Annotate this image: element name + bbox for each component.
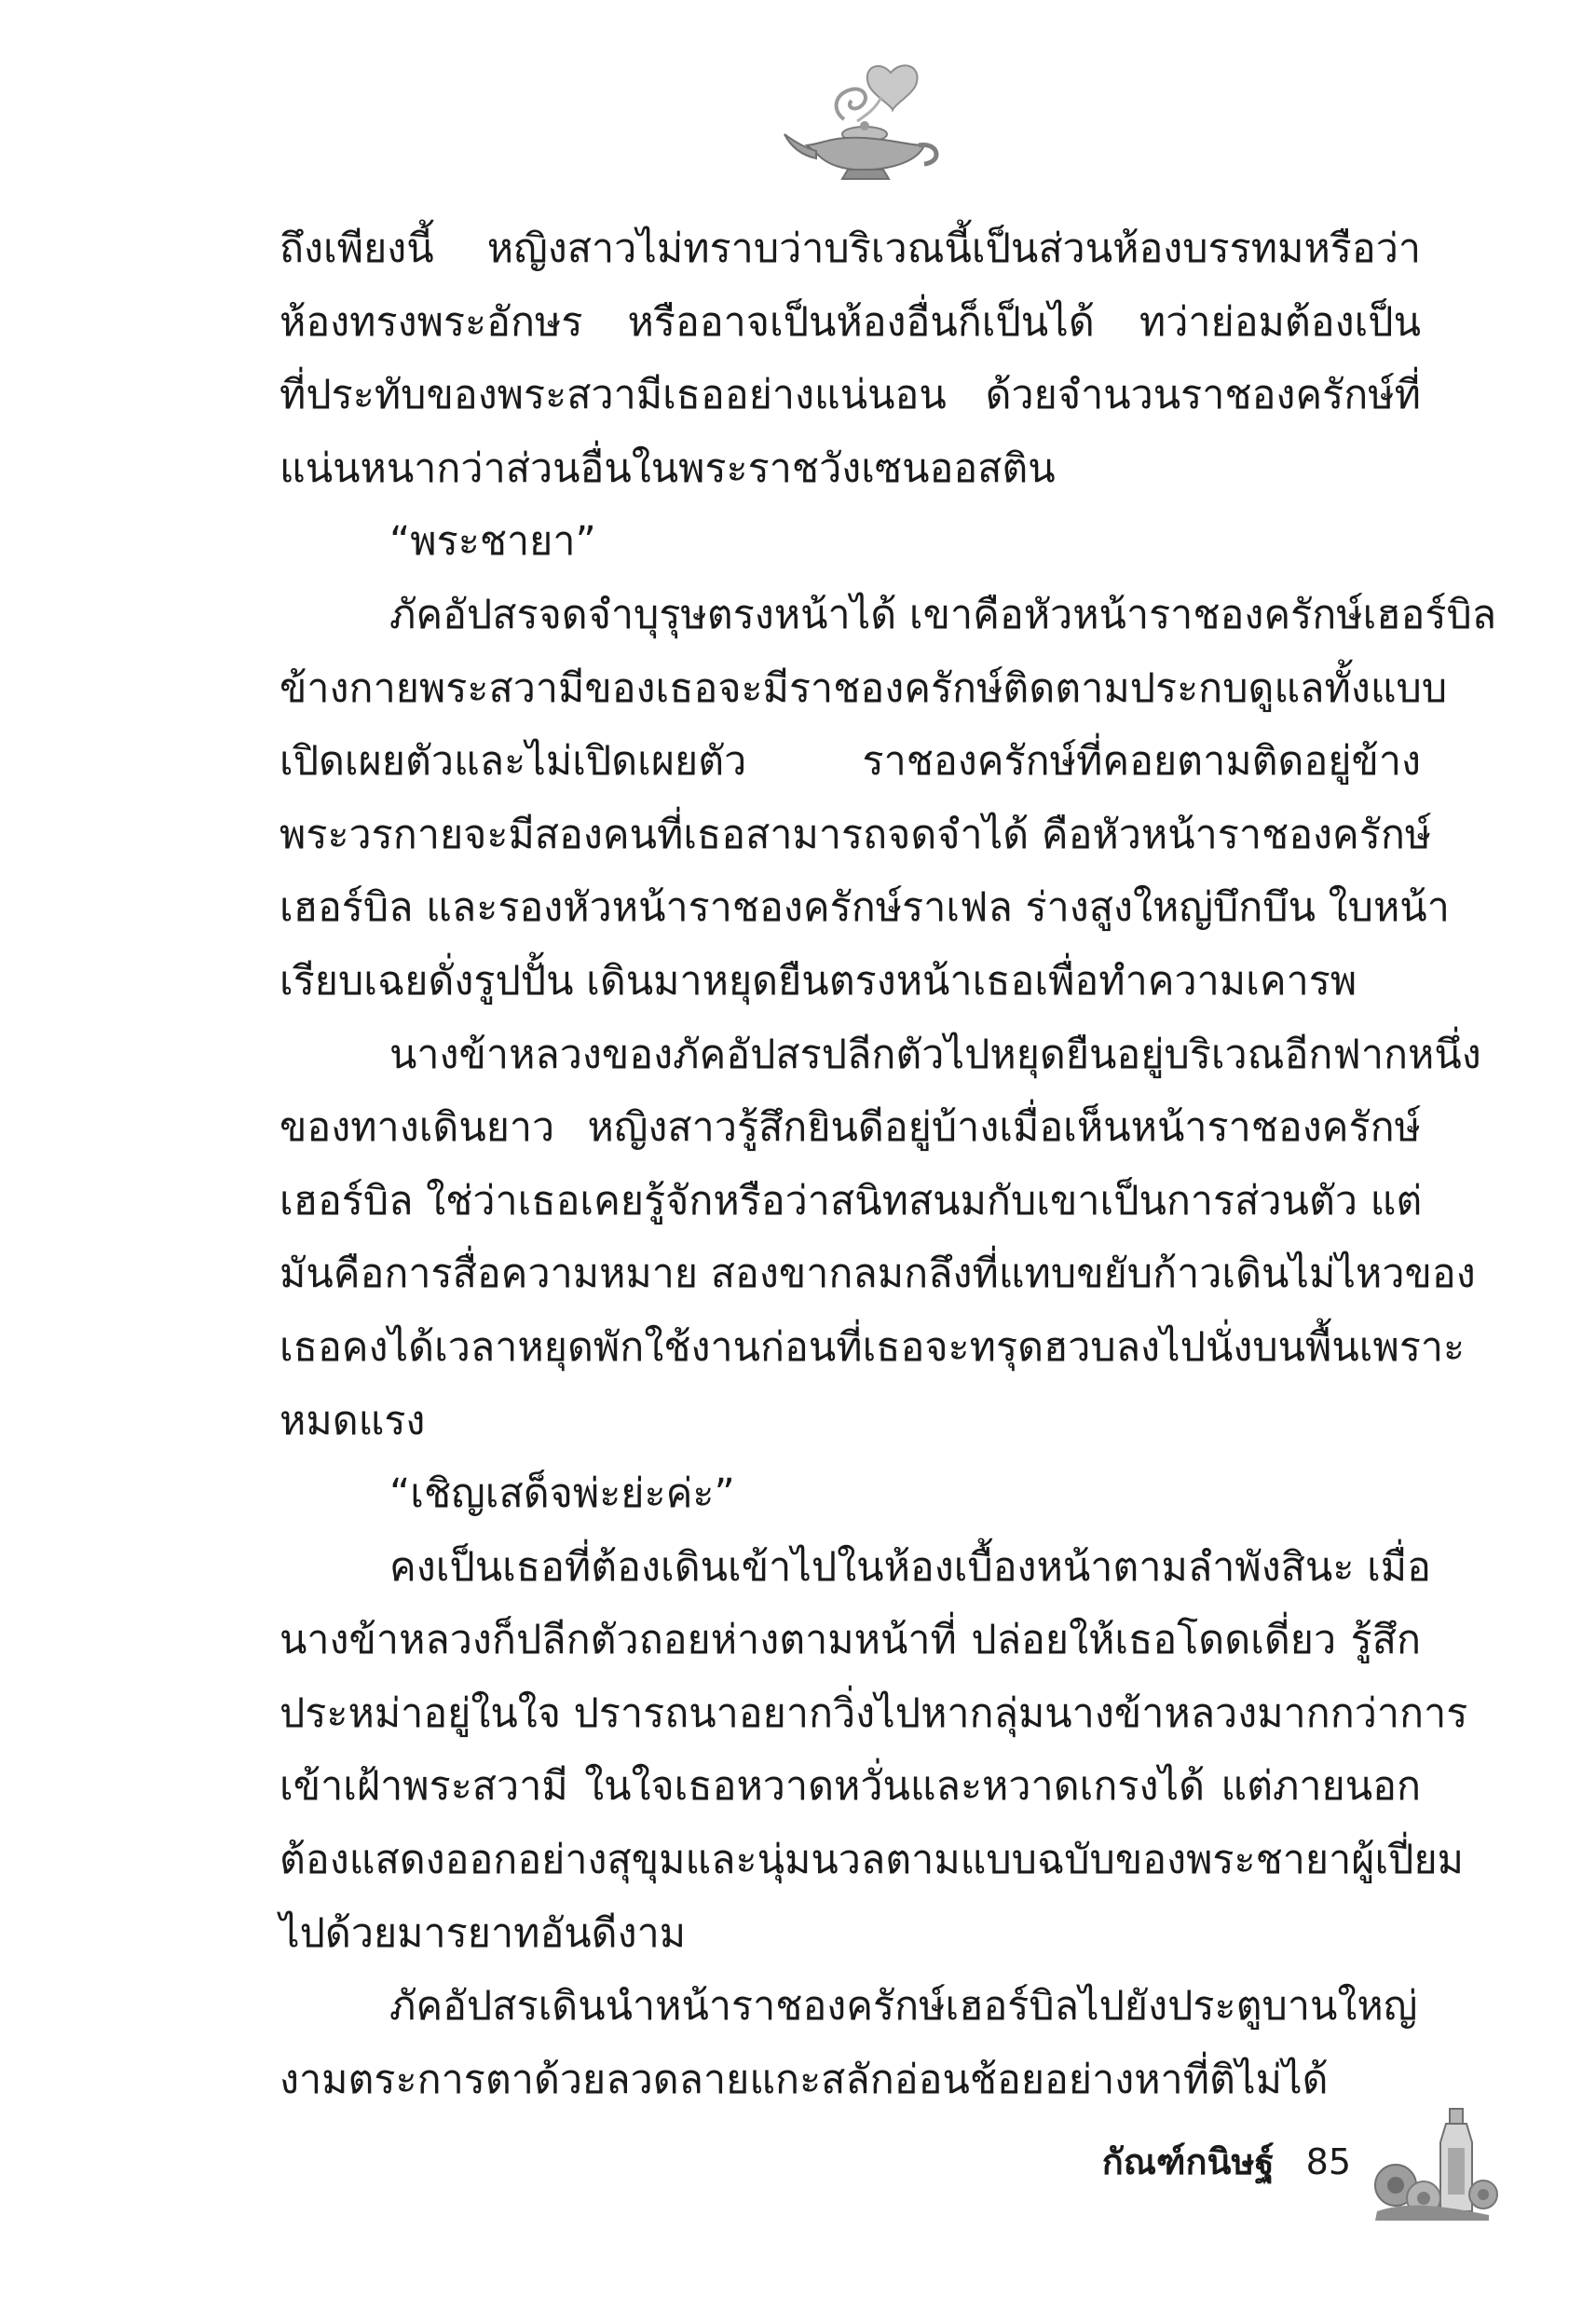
text-line: ห้องทรงพระอักษร หรืออาจเป็นห้องอื่นก็เป็นได้ ทว่าย่อมต้องเป็น xyxy=(280,298,1421,346)
text-line: หมดแรง xyxy=(280,1397,426,1444)
text-line: ภัคอัปสรเดินนำหน้าราชองครักษ์เฮอร์บิลไปยังประตูบานใหญ่ xyxy=(389,1983,1418,2031)
text-line: ของทางเดินยาว หญิงสาวรู้สึกยินดีอยู่บ้างเมื่อเห็นหน้าราชองครักษ์ xyxy=(280,1104,1421,1152)
dialogue-line: “เชิญเสด็จพ่ะย่ะค่ะ” xyxy=(389,1470,735,1518)
text-line: ถึงเพียงนี้ หญิงสาวไม่ทราบว่าบริเวณนี้เป็นส่วนห้องบรรทมหรือว่า xyxy=(280,226,1421,272)
page-number: 85 xyxy=(1305,2141,1351,2182)
text-line: ที่ประทับของพระสวามีเธออย่างแน่นอน ด้วยจำนวนราชองครักษ์ที่ xyxy=(280,372,1421,419)
genie-lamp-with-heart-icon xyxy=(779,54,947,194)
text-line: ภัคอัปสรจดจำบุรุษตรงหน้าได้ เขาคือหัวหน้าราชองครักษ์เฮอร์บิล xyxy=(389,591,1497,638)
text-line: เปิดเผยตัวและไม่เปิดเผยตัว ราชองครักษ์ที่คอยตามติดอยู่ข้าง xyxy=(280,738,1421,786)
text-line: นางข้าหลวงก็ปลีกตัวถอยห่างตามหน้าที่ ปล่อยให้เธอโดดเดี่ยว รู้สึก xyxy=(280,1617,1421,1664)
page-footer xyxy=(1071,2134,1351,2190)
body-text xyxy=(280,212,1497,2116)
text-line: เธอคงได้เวลาหยุดพักใช้งานก่อนที่เธอจะทรุดฮวบลงไปนั่งบนพื้นเพราะ xyxy=(280,1323,1466,1371)
text-line: เรียบเฉยดั่งรูปปั้น เดินมาหยุดยืนตรงหน้าเธอเพื่อทำความเคารพ xyxy=(280,957,1357,1005)
text-line: ต้องแสดงออกอย่างสุขุมและนุ่มนวลตามแบบฉบับของพระชายาผู้เปี่ยม xyxy=(280,1837,1464,1884)
text-line: นางข้าหลวงของภัคอัปสรปลีกตัวไปหยุดยืนอยู่บริเวณอีกฟากหนึ่ง xyxy=(389,1031,1481,1078)
text-line: แน่นหนากว่าส่วนอื่นในพระราชวังเซนออสติน xyxy=(280,444,1056,492)
text-line: งามตระการตาด้วยลวดลายแกะสลักอ่อนช้อยอย่างหาที่ติไม่ได้ xyxy=(280,2056,1329,2103)
text-line: เฮอร์บิล ใช่ว่าเธอเคยรู้จักหรือว่าสนิทสนมกับเขาเป็นการส่วนตัว แต่ xyxy=(280,1177,1423,1224)
text-line: เฮอร์บิล และรองหัวหน้าราชองครักษ์ราเฟล ร่างสูงใหญ่บึกบึน ใบหน้า xyxy=(280,884,1450,932)
text-line: มันคือการสื่อความหมาย สองขากลมกลึงที่แทบขยับก้าวเดินไม่ไหวของ xyxy=(280,1251,1476,1298)
text-line: ไปด้วยมารยาทอันดีงาม xyxy=(280,1909,687,1957)
book-title: กัณฑ์กนิษฐ์ xyxy=(1101,2141,1275,2182)
flowers-and-bottle-icon xyxy=(1368,2101,1498,2222)
text-line: พระวรกายจะมีสองคนที่เธอสามารถจดจำได้ คือหัวหน้าราชองครักษ์ xyxy=(280,811,1432,858)
dialogue-line: “พระชายา” xyxy=(389,518,596,566)
text-line: คงเป็นเธอที่ต้องเดินเข้าไปในห้องเบื้องหน้าตามลำพังสินะ เมื่อ xyxy=(389,1543,1431,1591)
text-line: เข้าเฝ้าพระสวามี ในใจเธอหวาดหวั่นและหวาดเกรงได้ แต่ภายนอก xyxy=(280,1763,1421,1811)
text-line: ข้างกายพระสวามีของเธอจะมีราชองครักษ์ติดตามประกบดูแลทั้งแบบ xyxy=(280,664,1448,712)
text-line: ประหม่าอยู่ในใจ ปรารถนาอยากวิ่งไปหากลุ่มนางข้าหลวงมากกว่าการ xyxy=(280,1689,1468,1737)
